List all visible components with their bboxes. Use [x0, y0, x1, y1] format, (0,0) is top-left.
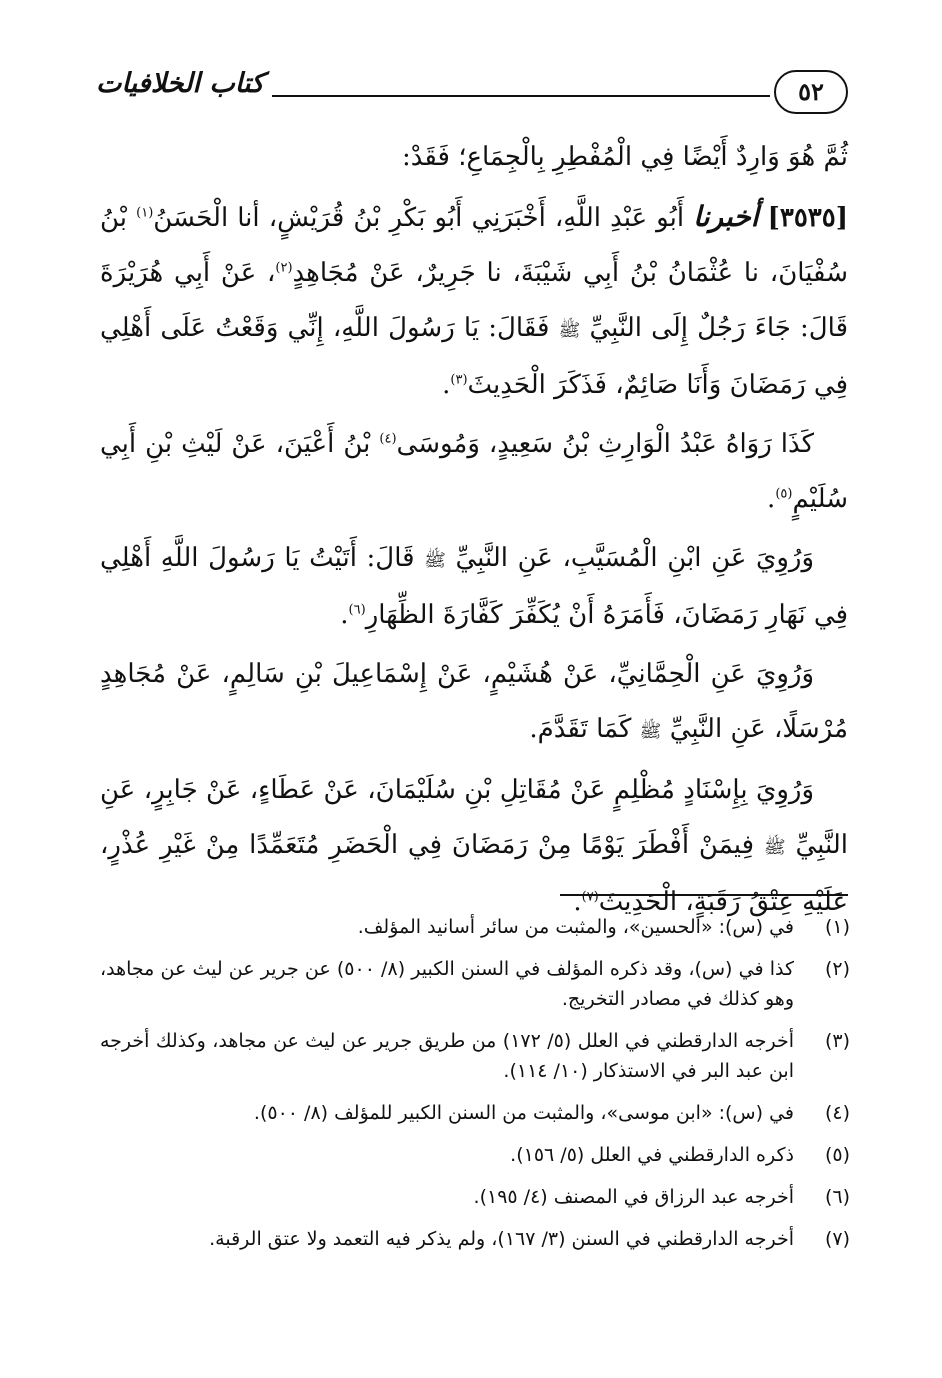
- footnote-number: (٦): [824, 1186, 850, 1208]
- isnad-part-3: ، عَنْ أَبِي هُرَيْرَةَ قَالَ: جَاءَ رَجُلٌ إِلَى النَّبِيِّ: [100, 258, 849, 343]
- period: .: [442, 370, 451, 400]
- paragraph-riwaya-4: [100, 763, 848, 930]
- footnote-separator: [560, 894, 848, 896]
- intro-line: [100, 130, 848, 185]
- footnote-ref-1[interactable]: (١): [136, 205, 154, 221]
- footnotes-section: [100, 912, 850, 1266]
- footnote-ref-5[interactable]: (٥): [775, 486, 793, 502]
- intro-text: ثُمَّ هُوَ وَارِدٌ أَيْضًا فِي الْمُفْطِرِ بِالْجِمَاعِ؛ فَقَدْ:: [401, 142, 848, 172]
- period: .: [340, 600, 349, 630]
- page-header: [96, 66, 848, 126]
- footnote-text: أخرجه الدارقطني في العلل (٥/ ١٧٢) من طريق جرير عن ليث عن مجاهد، وكذلك أخرجه ابن عبد البر في الاستذكار (١٠/ ١١٤).: [100, 1030, 794, 1082]
- salla-symbol: ﷺ: [639, 721, 662, 742]
- book-title: كتاب الخلافيات: [96, 68, 265, 99]
- footnote-ref-6[interactable]: (٦): [348, 602, 366, 618]
- riwaya-2-text-b: قَالَ: أَتَيْتُ يَا رَسُولَ اللَّهِ أَهْلِي فِي نَهَارِ رَمَضَانَ، فَأَمَرَهُ أَنْ يُكَفِّرَ كَفَّارَةَ الظِّهَارِ: [100, 543, 848, 630]
- hadith-paragraph: [100, 189, 848, 413]
- footnote-text: ذكره الدارقطني في العلل (٥/ ١٥٦).: [510, 1144, 794, 1166]
- footnote-text: أخرجه عبد الرزاق في المصنف (٤/ ١٩٥).: [473, 1186, 794, 1208]
- riwaya-1-text-a: كَذَا رَوَاهُ عَبْدُ الْوَارِثِ بْنُ سَعِيدٍ، وَمُوسَى: [396, 429, 815, 459]
- salla-symbol: ﷺ: [558, 320, 581, 341]
- footnote-number: (٤): [824, 1102, 850, 1124]
- footnote-number: (٧): [824, 1228, 850, 1250]
- riwaya-4-text-a: وَرُوِيَ بِإِسْنَادٍ مُظْلِمٍ عَنْ مُقَاتِلِ بْنِ سُلَيْمَانَ، عَنْ عَطَاءٍ، عَنْ جَابِرٍ، عَنِ النَّبِيِّ: [100, 775, 849, 860]
- footnote-item: [100, 954, 850, 1014]
- footnote-ref-3[interactable]: (٣): [450, 372, 468, 388]
- riwaya-2-text-a: وَرُوِيَ عَنِ ابْنِ الْمُسَيَّبِ، عَنِ النَّبِيِّ: [455, 543, 815, 573]
- hadith-number: [٣٥٣٥]: [767, 203, 849, 233]
- footnote-number: (٥): [824, 1144, 850, 1166]
- isnad-part-2: بْنُ سُفْيَانَ، نا عُثْمَانُ بْنُ أَبِي شَيْبَةَ، نا جَرِيرٌ، عَنْ مُجَاهِدٍ: [100, 203, 848, 288]
- footnote-number: (١): [824, 916, 850, 938]
- salla-symbol: ﷺ: [424, 550, 446, 571]
- salla-symbol: ﷺ: [763, 837, 786, 858]
- footnote-item: [100, 1026, 850, 1086]
- footnote-item: [100, 1098, 850, 1128]
- riwaya-3-text-b: كَمَا تَقَدَّمَ.: [529, 714, 632, 744]
- footnote-item: [100, 912, 850, 942]
- footnote-ref-4[interactable]: (٤): [379, 431, 397, 447]
- paragraph-riwaya-2: [100, 531, 848, 643]
- main-text: [100, 130, 848, 934]
- period: .: [767, 484, 776, 514]
- footnote-item: [100, 1182, 850, 1212]
- riwaya-4-text-b: فِيمَنْ أَفْطَرَ يَوْمًا مِنْ رَمَضَانَ فِي الْحَضَرِ مُتَعَمِّدًا مِنْ غَيْرِ عُذْرٍ، عَلَيْهِ عِتْقُ رَقَبَةٍ، الْحَدِيثَ: [100, 830, 848, 917]
- period: .: [573, 887, 582, 917]
- footnote-text: في (س): «ابن موسى»، والمثبت من السنن الكبير للمؤلف (٨/ ٥٠٠).: [253, 1102, 794, 1124]
- page-number-badge: ٥٢: [774, 70, 848, 114]
- isnad-part-1: أَبُو عَبْدِ اللَّهِ، أَخْبَرَنِي أَبُو بَكْرِ بْنُ قُرَيْشٍ، أنا الْحَسَنُ: [153, 203, 685, 233]
- footnote-item: [100, 1140, 850, 1170]
- riwaya-1-text-b: بْنُ أَعْيَنَ، عَنْ لَيْثِ بْنِ أَبِي سُلَيْمٍ: [100, 429, 848, 514]
- footnote-item: [100, 1224, 850, 1254]
- footnote-text: كذا في (س)، وقد ذكره المؤلف في السنن الكبير (٨/ ٥٠٠) عن جرير عن ليث عن مجاهد، وهو كذلك في مصادر التخريج.: [100, 958, 794, 1010]
- riwaya-3-text-a: وَرُوِيَ عَنِ الْحِمَّانِيِّ، عَنْ هُشَيْمٍ، عَنْ إِسْمَاعِيلَ بْنِ سَالِمٍ، عَنْ مُجَاهِدٍ مُرْسَلًا، عَنِ النَّبِيِّ: [100, 659, 848, 744]
- paragraph-riwaya-1: [100, 417, 848, 527]
- footnote-number: (٢): [824, 958, 850, 980]
- footnote-text: في (س): «الحسين»، والمثبت من سائر أسانيد المؤلف.: [357, 916, 794, 938]
- paragraph-riwaya-3: [100, 647, 848, 759]
- matn-text: فَقَالَ: يَا رَسُولَ اللَّهِ، إِنِّي وَقَعْتُ عَلَى أَهْلِي فِي رَمَضَانَ وَأَنَا صَائِمٌ، فَذَكَرَ الْحَدِيثَ: [100, 313, 848, 400]
- footnote-ref-2[interactable]: (٢): [275, 260, 293, 276]
- hadith-opening: أخبرنا: [693, 200, 759, 233]
- footnote-text: أخرجه الدارقطني في السنن (٣/ ١٦٧)، ولم يذكر فيه التعمد ولا عتق الرقبة.: [209, 1228, 794, 1250]
- header-rule: [272, 95, 770, 97]
- footnote-ref-7[interactable]: (٧): [581, 889, 599, 905]
- footnote-number: (٣): [824, 1030, 850, 1052]
